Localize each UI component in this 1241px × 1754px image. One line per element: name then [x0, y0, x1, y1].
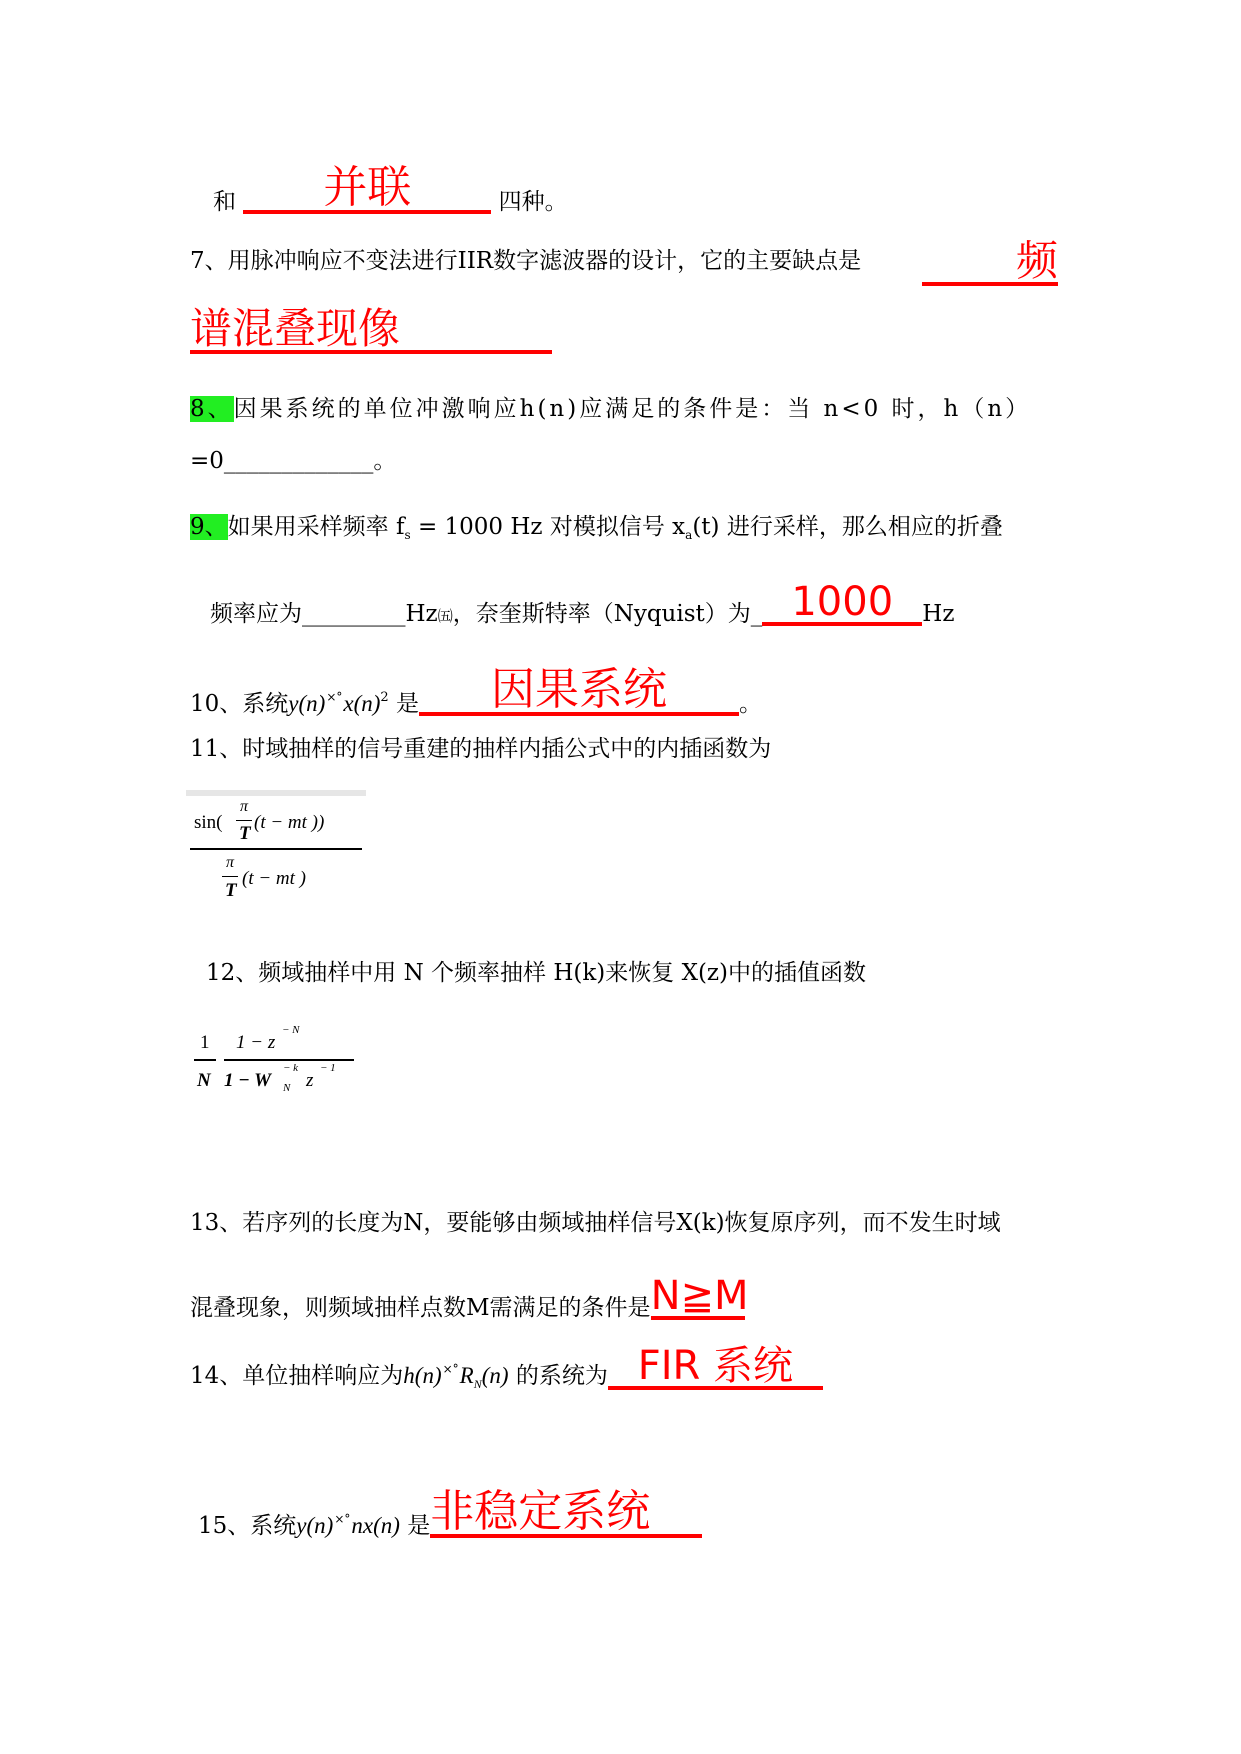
q10-line — [190, 664, 762, 717]
q11-pi-top: π — [240, 798, 249, 815]
q10-prefix: 10、系统 — [190, 691, 289, 717]
q9-text-b: = 1000 Hz 对模拟信号 x — [410, 514, 686, 540]
q9-xa-sub: a — [685, 528, 693, 542]
q13-text-line2: 混叠现象，则频域抽样点数M需满足的条件是 — [190, 1295, 651, 1321]
q9-number: 9、 — [190, 514, 228, 540]
q9-text-c: (t) 进行采样，那么相应的折叠 — [692, 514, 1003, 540]
q14-mid: 的系统为 — [508, 1363, 608, 1389]
q11-sin: sin( — [194, 812, 223, 833]
q12-N: N — [197, 1070, 211, 1091]
q9-line1 — [190, 516, 1003, 541]
q9-answer: 1000 — [762, 582, 922, 626]
q10-suffix: 。 — [739, 691, 762, 717]
q12-fraction-bar — [224, 1059, 354, 1061]
q14-n: (n) — [481, 1363, 509, 1388]
q12-one: 1 — [200, 1032, 210, 1053]
q14-R: R — [459, 1363, 474, 1388]
q7-answer-part1: 频 — [922, 240, 1058, 286]
q10-exp: 2 — [380, 690, 389, 705]
q12-denominator: 1 − W — [224, 1070, 272, 1091]
q8-line1 — [190, 398, 1031, 421]
q7-answer-part2: 谱混叠现像 — [190, 308, 552, 354]
q13-text-line1: 13、若序列的长度为N，要能够由频域抽样信号X(k)恢复原序列，而不发生时域 — [190, 1210, 1001, 1236]
q12-den-z-exp: − 1 — [320, 1062, 336, 1074]
q14-prefix: 14、单位抽样响应为 — [190, 1363, 404, 1389]
q11-line — [190, 738, 771, 761]
q14-answer: FIR 系统 — [608, 1346, 823, 1390]
q12-numerator: 1 − z — [236, 1032, 276, 1053]
q10-mid: 是 — [388, 691, 419, 717]
q11-tmt-bottom: (t − mt ) — [242, 868, 307, 889]
q9-text-a: 如果用采样频率 f — [227, 514, 405, 540]
q10-answer: 因果系统 — [419, 668, 739, 716]
q10-x: x(n) — [343, 691, 381, 716]
q15-prefix: 15、系统 — [198, 1513, 297, 1539]
q6-suffix: 四种。 — [498, 189, 568, 215]
q15-mid: 是 — [399, 1513, 431, 1539]
q11-T-top: T — [239, 823, 251, 844]
q11-formula — [186, 790, 366, 915]
q11-text: 11、时域抽样的信号重建的抽样内插公式中的内插函数为 — [190, 736, 772, 762]
q11-pi-bottom: π — [226, 854, 235, 871]
q15-line — [198, 1486, 702, 1539]
q9-circled-mark: ㈤ — [437, 607, 453, 625]
q11-fraction-bar — [190, 848, 362, 850]
q8-line2 — [190, 450, 396, 473]
q15-nx: nx(n) — [351, 1513, 400, 1538]
q14-R-sub: N — [473, 1377, 482, 1391]
q10-y: y(n) — [288, 691, 326, 716]
q9-line2-b: ，奈奎斯特率（Nyquist）为_ — [452, 601, 763, 627]
q15-symbol: ×° — [334, 1512, 351, 1526]
q8-text: 因果系统的单位冲激响应h(n)应满足的条件是：当 n<0 时，h（n） — [233, 396, 1032, 422]
q13-line1 — [190, 1212, 1001, 1235]
q15-answer: 非稳定系统 — [430, 1490, 702, 1538]
q12-text: 12、频域抽样中用 N 个频率抽样 H(k)来恢复 X(z)中的插值函数 — [206, 960, 867, 986]
q11-T-bottom: T — [225, 880, 237, 901]
q6-prefix: 和 — [213, 189, 236, 215]
q8-number: 8、 — [190, 396, 234, 422]
q7-text: 7、用脉冲响应不变法进行IIR数字滤波器的设计，它的主要缺点是 — [190, 248, 862, 274]
q9-fs-sub: s — [404, 528, 411, 542]
q13-answer: N≧M — [650, 1273, 749, 1319]
q6-line — [213, 162, 568, 215]
q12-formula — [190, 1020, 360, 1100]
q9-line2 — [210, 579, 955, 627]
q12-line — [206, 962, 866, 985]
q6-answer: 并联 — [243, 166, 491, 214]
q14-line — [190, 1343, 823, 1391]
q12-den-sup: − k — [283, 1062, 299, 1074]
q9-line2-a: 频率应为_________Hz — [210, 601, 438, 627]
q8-line2-text: =0_____________。 — [190, 448, 397, 474]
q11-tmt-top: (t − mt )) — [254, 812, 325, 833]
q12-num-exp: − N — [282, 1024, 300, 1036]
q14-h: h(n) — [403, 1363, 442, 1388]
q12-den-sub: N — [283, 1082, 291, 1094]
q9-unit: Hz — [922, 601, 955, 627]
q10-symbol: ×° — [326, 690, 343, 704]
q15-y: y(n) — [296, 1513, 334, 1538]
q7-line1 — [190, 250, 861, 273]
q14-symbol: ×° — [442, 1362, 459, 1376]
q13-line2 — [190, 1273, 749, 1321]
q12-den-z: z — [306, 1070, 314, 1091]
